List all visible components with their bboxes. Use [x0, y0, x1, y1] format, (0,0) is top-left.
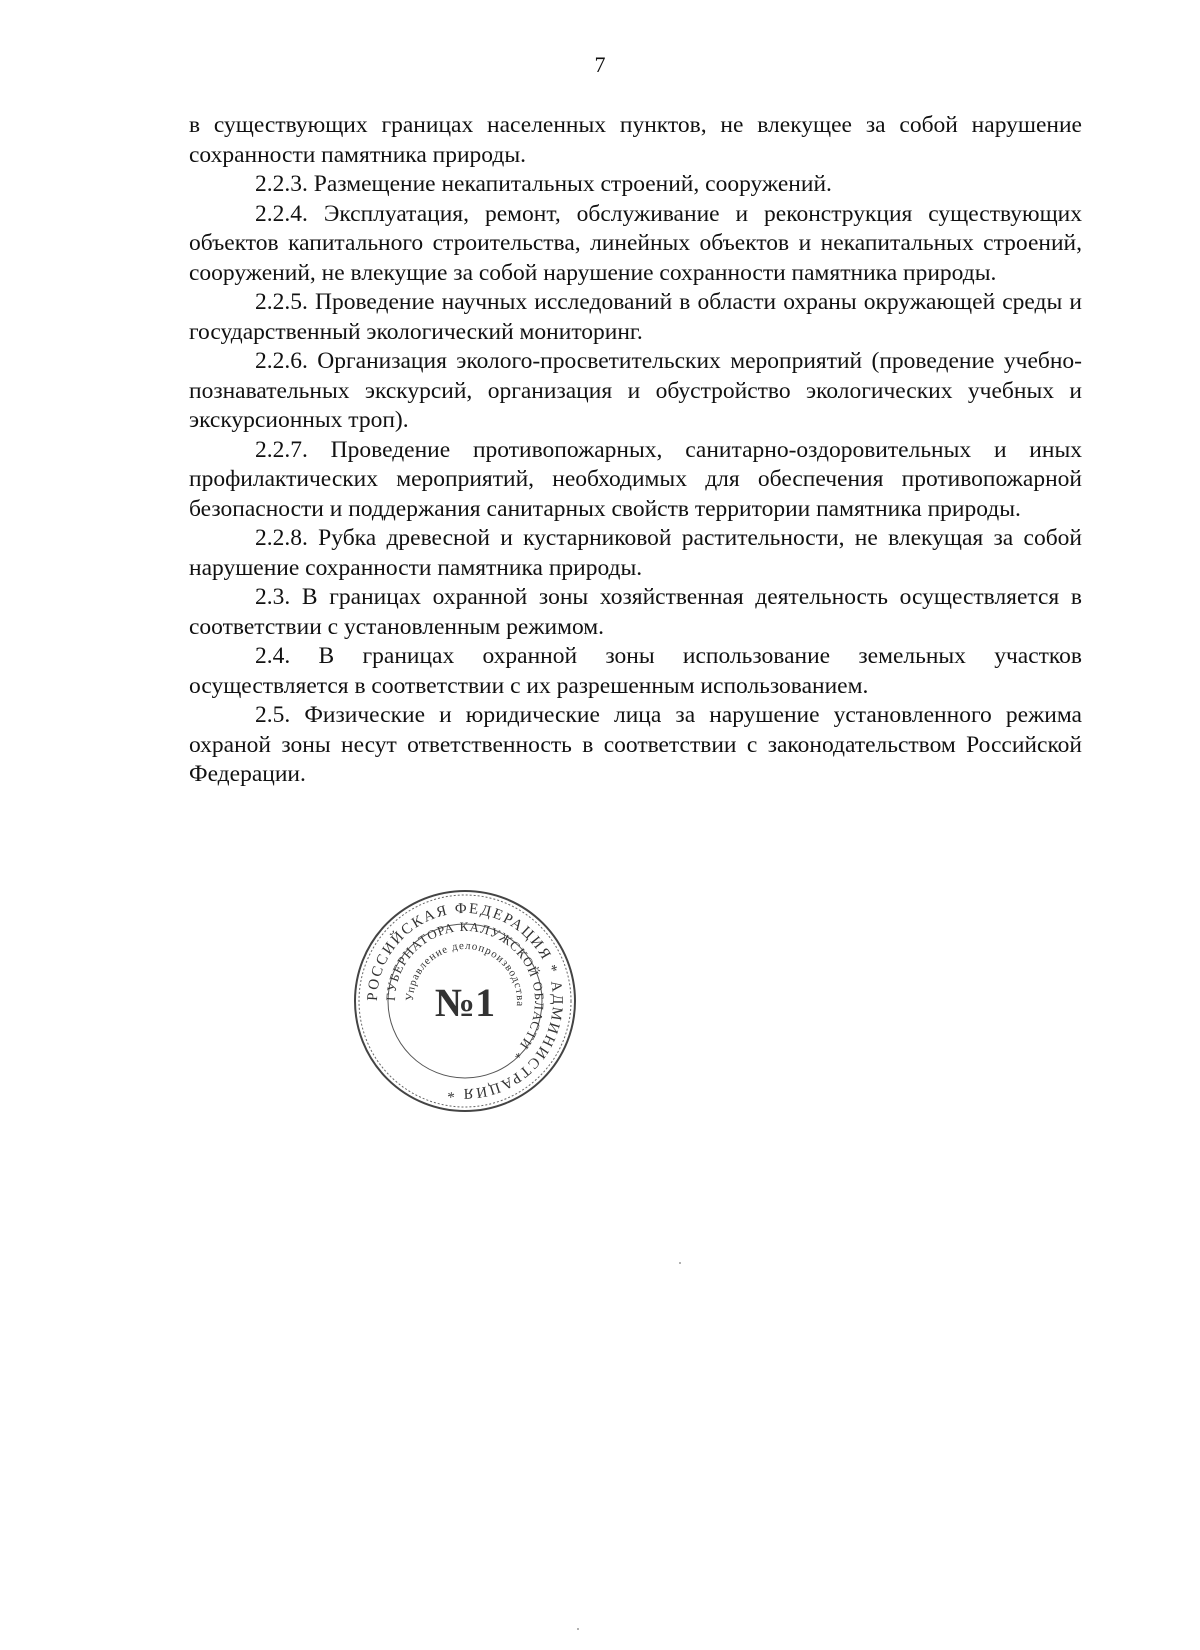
paragraph-2-2-5: 2.2.5. Проведение научных исследований в области охраны окружающей среды и государственный экологический мониторинг. [189, 289, 1082, 345]
seal-center-number: №1 [434, 980, 496, 1025]
official-seal-stamp [352, 888, 578, 1114]
seal-icon [352, 888, 578, 1114]
paragraph-continuation: в существующих границах населенных пунктов, не влекущее за собой нарушение сохранности памятника природы. [189, 112, 1082, 168]
page-number: 7 [594, 52, 606, 77]
paragraph-2-2-6: 2.2.6. Организация эколого-просветительских мероприятий (проведение учебно-познавательных экскурсий, организация и обустройство экологических учебных и экскурсионных троп). [189, 348, 1082, 433]
paragraph-2-2-3: 2.2.3. Размещение некапитальных строений, сооружений. [255, 171, 832, 197]
paragraph-2-4: 2.4. В границах охранной зоны использование земельных участков осуществляется в соответствии с их разрешенным использованием. [189, 643, 1082, 699]
paragraph-2-2-8: 2.2.8. Рубка древесной и кустарниковой растительности, не влекущая за собой нарушение сохранности памятника природы. [189, 525, 1082, 581]
paragraph-2-3: 2.3. В границах охранной зоны хозяйственная деятельность осуществляется в соответствии с установленным режимом. [189, 584, 1082, 640]
seal-middle-text: ГУБЕРНАТОРА КАЛУЖСКОЙ ОБЛАСТИ * [382, 918, 548, 1063]
document-body [189, 111, 1082, 790]
paragraph-2-2-7: 2.2.7. Проведение противопожарных, санитарно-оздоровительных и иных профилактических мероприятий, необходимых для обеспечения противопожарной безопасности и поддержания санитарных свойств территории памятника природы. [189, 436, 1082, 522]
paragraph-2-5: 2.5. Физические и юридические лица за нарушение установленного режима охраной зоны несут ответственность в соответствии с законодательством Российской Федерации. [189, 702, 1082, 787]
scan-speck [577, 1628, 579, 1630]
seal-outer-text: РОССИЙСКАЯ ФЕДЕРАЦИЯ * АДМИНИСТРАЦИЯ * [364, 900, 566, 1102]
seal-inner-text: Управление делопроизводства [403, 939, 527, 1008]
paragraph-2-2-4: 2.2.4. Эксплуатация, ремонт, обслуживание и реконструкция существующих объектов капитального строительства, линейных объектов и некапитальных строений, сооружений, не влекущие за собой нарушение сохранности памятника природы. [189, 200, 1082, 286]
scan-speck [679, 1262, 681, 1264]
